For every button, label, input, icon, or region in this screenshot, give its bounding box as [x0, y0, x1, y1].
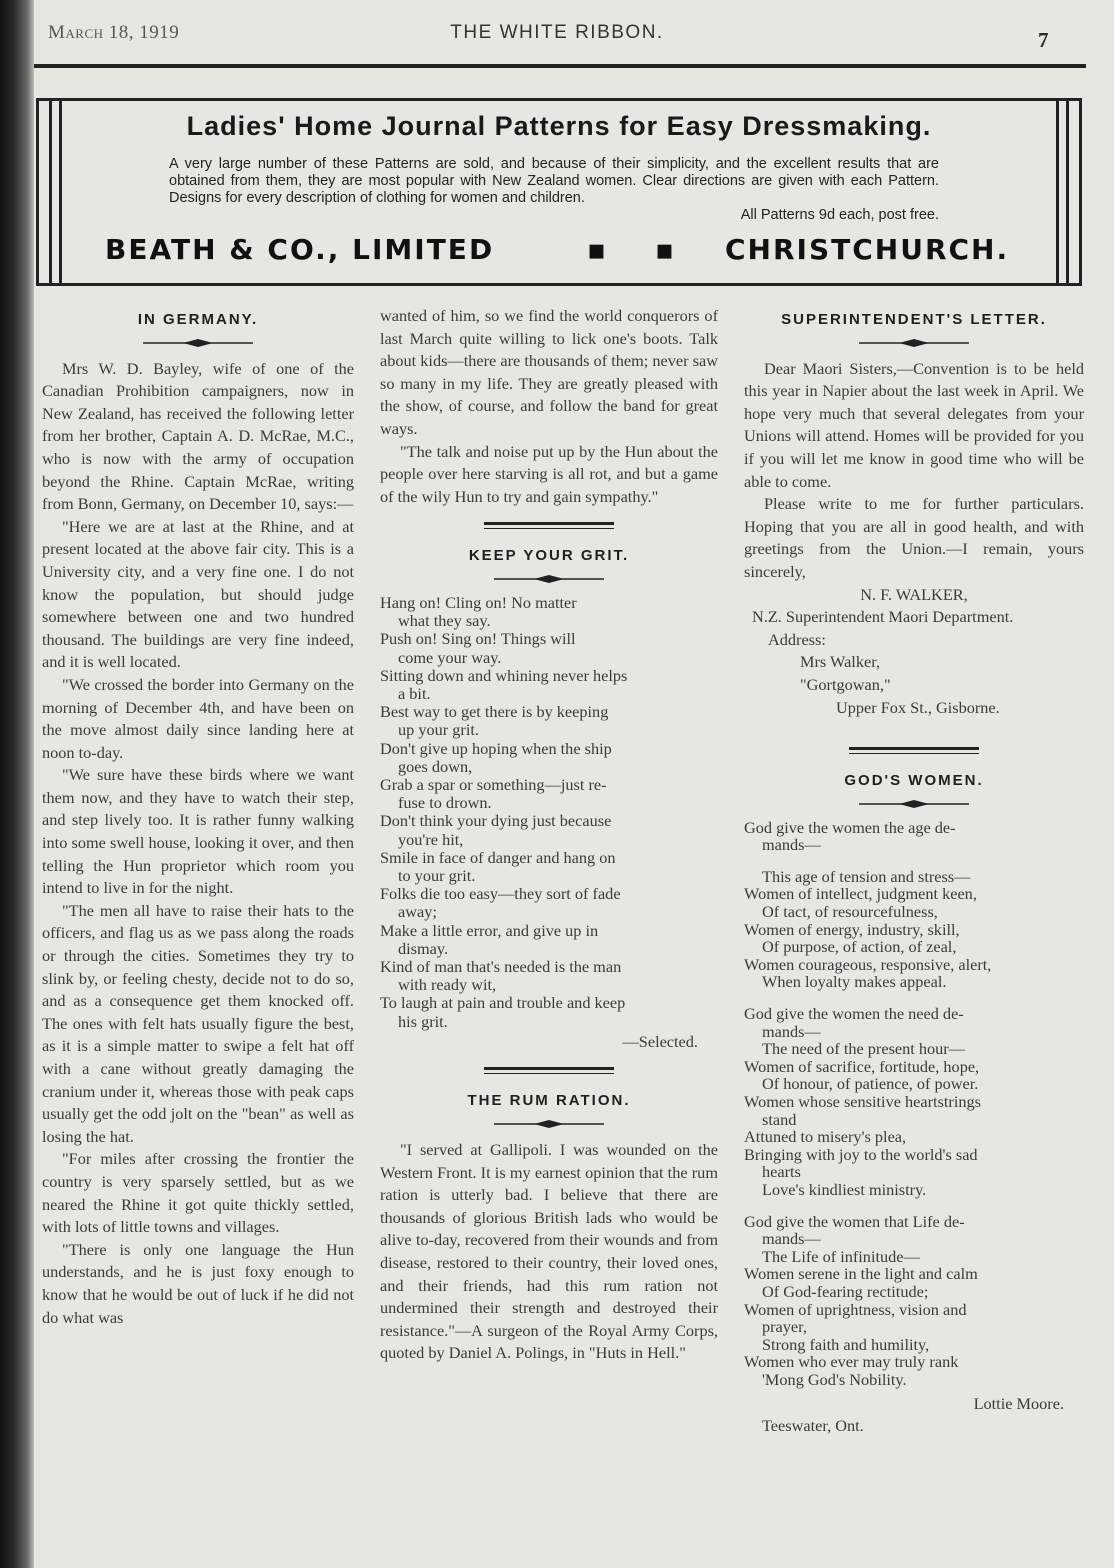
ornament-rule — [859, 338, 969, 348]
poem-line: with ready wit, — [398, 975, 497, 995]
poem-line: Women courageous, responsive, alert, — [744, 954, 992, 974]
poem-line: The Life of infinitude— — [762, 1246, 920, 1266]
germany-paragraph: "Here we are at last at the Rhine, and at present located at the above fair city. This is a University city, and a very fine one. I do not know the population, but should judge somewhere between one and two hundred thousand. The buildings are very fine indeed, and it is well located. — [42, 516, 354, 672]
letter-paragraph: Dear Maori Sisters,—Convention is to be held this year in Napier about the last week in April. We hope very much that several delegates from your Unions will attend. Homes will be provided for you if you will let me know in good time who will be able to come. — [744, 358, 1084, 491]
article-title-grit: KEEP YOUR GRIT. — [468, 547, 630, 565]
poem-line: Hang on! Cling on! No matter — [380, 592, 577, 612]
column-2 — [380, 305, 718, 1365]
issue-date: March 18, 1919 — [48, 22, 180, 43]
grit-poem — [380, 594, 718, 1031]
poem-line: God give the women that Life de- — [744, 1211, 965, 1231]
germany-continuation: "The talk and noise put up by the Hun about the people over here starving is all rot, and but a game of the wily Hun to try and gain sympathy." — [380, 441, 718, 506]
ad-separator-1: ▪ — [587, 233, 608, 266]
poem-line: God give the women the need de- — [744, 1004, 964, 1024]
section-divider — [484, 1067, 614, 1074]
poem-line: God give the women the age de- — [744, 817, 956, 837]
poem-line: Kind of man that's needed is the man — [380, 957, 622, 976]
poem-place: Teeswater, Ont. — [762, 1416, 864, 1436]
publication-title: THE WHITE RIBBON. — [450, 22, 664, 43]
ad-city: CHRISTCHURCH. — [725, 233, 1010, 266]
ad-description: A very large number of these Patterns are sold, and because of their simplicity, and the excellent results that are obtained from them, they are most popular with New Zealand women. Clear directions are given with each Pattern. Designs for every description of clothing for women and children. — [169, 156, 939, 206]
letter-paragraph: Please write to me for further particulars. Hoping that you are all in good health, and with greetings from the Union.—I remain, yours sincerely, — [744, 494, 1084, 581]
poem-line: his grit. — [398, 1011, 448, 1031]
poem-line: Women of intellect, judgment keen, — [744, 884, 977, 904]
poem-line: a bit. — [398, 683, 431, 703]
ornament-rule — [859, 799, 969, 809]
poem-line: Smile in face of danger and hang on — [380, 847, 616, 867]
article-title-gods-women: GOD'S WOMEN. — [844, 772, 984, 790]
poem-line: Of tact, of resourcefulness, — [762, 902, 938, 922]
poem-line: mands— — [762, 1229, 821, 1249]
ad-footer — [39, 233, 1079, 273]
section-divider — [484, 522, 614, 529]
poem-line: Of honour, of patience, of power. — [762, 1074, 979, 1094]
poem-line: Folks die too easy—they sort of fade — [380, 884, 621, 904]
ad-company: BEATH & CO., LIMITED — [105, 233, 495, 266]
letter-signature: N. F. WALKER, — [860, 584, 968, 604]
poem-line: stand — [762, 1109, 797, 1129]
article-title-rum: THE RUM RATION. — [467, 1092, 631, 1110]
poem-line: Women who ever may truly rank — [744, 1352, 959, 1372]
section-divider — [849, 747, 979, 754]
poem-line: Strong faith and humility, — [762, 1334, 930, 1354]
poem-line: prayer, — [762, 1317, 807, 1337]
ad-heading: Ladies' Home Journal Patterns for Easy Dressmaking. — [186, 111, 932, 141]
column-3 — [744, 305, 1084, 1438]
poem-line: Best way to get there is by keeping — [380, 702, 609, 722]
advertisement-box — [36, 98, 1082, 286]
poem-line: Love's kindliest ministry. — [762, 1179, 927, 1199]
germany-paragraph: "There is only one language the Hun understands, and he is just foxy enough to know that he would be out of luck if he did not do what was — [42, 1239, 354, 1327]
poem-author: Lottie Moore. — [973, 1393, 1064, 1413]
poem-line: Women of sacrifice, fortitude, hope, — [744, 1056, 980, 1076]
poem-line: The need of the present hour— — [762, 1039, 965, 1059]
poem-line: what they say. — [398, 611, 491, 631]
poem-line: Grab a spar or something—just re- — [380, 774, 607, 794]
poem-line: fuse to drown. — [398, 793, 492, 813]
letter-role: N.Z. Superintendent Maori Department. — [752, 607, 1014, 627]
poem-line: Push on! Sing on! Things will — [380, 629, 576, 649]
article-title-superintendent: SUPERINTENDENT'S LETTER. — [781, 311, 1047, 328]
address-label: Address: — [768, 629, 826, 649]
germany-paragraph: "We sure have these birds where we want them now, and they have to watch their step, and step lively too. It is rather funny walking into some swell house, looking it over, and then telling the Hun proprietor which room you intend to live in for the night. — [42, 765, 354, 898]
germany-paragraph: "For miles after crossing the frontier the country is very sparsely settled, but as we neared the Rhine it got quite thickly settled, with lots of little towns and villages. — [42, 1149, 354, 1237]
poem-line: When loyalty makes appeal. — [762, 972, 947, 992]
ad-separator-2: ▪ — [655, 233, 676, 266]
germany-paragraph: "We crossed the border into Germany on the morning of December 4th, and have been on the move almost daily since landing here at noon to-day. — [42, 674, 354, 762]
poem-line: come your way. — [398, 647, 502, 667]
binding-shadow — [0, 0, 34, 1568]
poem-line: mands— — [762, 1021, 821, 1041]
grit-attribution: —Selected. — [622, 1031, 698, 1051]
poem-line: Attuned to misery's plea, — [744, 1127, 907, 1147]
ornament-rule — [494, 574, 604, 584]
poem-line: up your grit. — [398, 720, 479, 740]
ad-body — [169, 156, 939, 224]
poem-line: Bringing with joy to the world's sad — [744, 1144, 978, 1164]
poem-line: hearts — [762, 1162, 801, 1182]
poem-line: Of purpose, of action, of zeal, — [762, 937, 957, 957]
poem-line: Sitting down and whining never helps — [380, 665, 628, 685]
stanza-break — [744, 991, 1084, 1005]
rum-text: "I served at Gallipoli. I was wounded on the Western Front. It is my earnest opinion that the rum ration is utterly bad. I believe that there are thousands of glorious British lads who would be alive to-day, recovered from their wounds and from disease, restored to their country, their loved ones, and their friends, had this rum ration not undermined their strength and destroyed their resistance."—A surgeon of the Royal Army Corps, quoted by Daniel A. Polings, in "Huts in Hell." — [380, 1140, 718, 1363]
poem-line: Of God-fearing rectitude; — [762, 1281, 929, 1301]
germany-continuation: wanted of him, so we find the world conquerors of last March quite willing to lick one's boots. Talk about kids—there are thousands of them; never saw so many in my life. They are greatly pleased with the show, of course, and follow the band for great ways. — [380, 306, 718, 438]
poem-line: dismay. — [398, 938, 449, 958]
gods-women-poem — [744, 819, 1084, 1389]
poem-line: away; — [398, 902, 437, 922]
germany-paragraph: "The men all have to raise their hats to the officers, and flag us as we pass along the roads or through the cities. Sometimes they try to slink by, or feeling chesty, decide not to do so, and as a consequence get them knocked off. The ones with felt hats usually figure the best, as it is a simple matter to swipe a felt hat off with a cane without greatly damaging the cranium under it, whereas those with peak caps usually get the odd jolt on the "bean" as well as losing the hat. — [42, 900, 354, 1146]
poem-line: Don't think your dying just because — [380, 811, 612, 831]
stanza-break — [744, 1199, 1084, 1213]
poem-line: Women of uprightness, vision and — [744, 1299, 967, 1319]
poem-line: to your grit. — [398, 865, 476, 885]
address-house: "Gortgowan," — [800, 674, 891, 694]
poem-line: goes down, — [398, 756, 473, 776]
germany-paragraph: Mrs W. D. Bayley, wife of one of the Canadian Prohibition campaigners, now in New Zealand, has received the following letter from her brother, Captain A. D. McRae, M.C., who is now with the army of occupation beyond the Rhine. Captain McRae, writing from Bonn, Germany, on December 10, says:— — [42, 358, 354, 514]
poem-line: mands— — [762, 835, 821, 855]
ornament-rule — [143, 338, 253, 348]
poem-line: Don't give up hoping when the ship — [380, 738, 612, 758]
header-rule — [34, 64, 1086, 68]
poem-line: Women serene in the light and calm — [744, 1264, 978, 1284]
ornament-rule — [494, 1119, 604, 1129]
poem-line: This age of tension and stress— — [762, 866, 971, 886]
ad-price: All Patterns 9d each, post free. — [740, 207, 939, 223]
poem-line: you're hit, — [398, 829, 464, 849]
stanza-break — [744, 854, 1084, 868]
poem-line: Make a little error, and give up in — [380, 920, 599, 940]
article-title-germany: IN GERMANY. — [137, 311, 259, 328]
poem-line: To laugh at pain and trouble and keep — [380, 993, 626, 1013]
address-name: Mrs Walker, — [800, 652, 881, 672]
poem-line: 'Mong God's Nobility. — [762, 1369, 907, 1389]
poem-line: Women whose sensitive heartstrings — [744, 1092, 981, 1111]
column-1 — [42, 305, 354, 1329]
address-street: Upper Fox St., Gisborne. — [836, 697, 1000, 717]
poem-line: Women of energy, industry, skill, — [744, 919, 960, 939]
page-number: 7 — [1038, 28, 1049, 52]
